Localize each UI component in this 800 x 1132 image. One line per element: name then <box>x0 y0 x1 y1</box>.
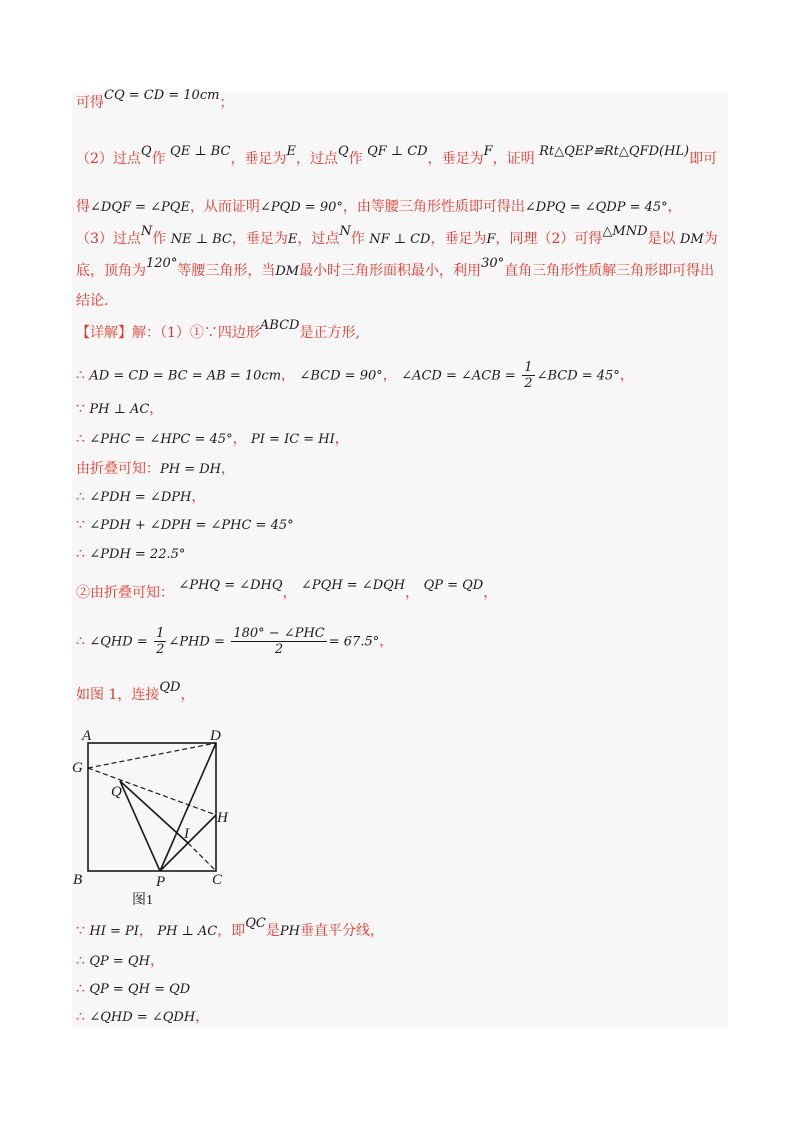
line-19: ∴ QP = QH， <box>76 953 164 969</box>
segment-qp <box>120 781 160 871</box>
fraction-angle: $\frac{\text{180° − ∠PHC}}{2}$ <box>233 626 325 657</box>
line-14: ∴ ∠PDH = 22.5° <box>76 546 186 562</box>
line-7: 【详解】解：（1）①∵四边形ABCD是正方形, <box>76 318 360 341</box>
line-11: 由折叠可知：PH = DH， <box>76 461 236 477</box>
label-a: A <box>82 728 92 744</box>
line-3: 得∠DQF = ∠PQE，从而证明∠PQD = 90°，由等腰三角形性质即可得出∠DPQ = ∠QDP = 45°， <box>76 199 682 215</box>
label-h: H <box>217 810 228 826</box>
fraction-half: $\frac{1}{2}$ <box>524 360 533 391</box>
line-20: ∴ QP = QH = QD <box>76 981 191 997</box>
line-9: ∵ PH ⊥ AC， <box>76 401 164 417</box>
line-5: 底，顶角为120°等腰三角形，当DM最小时三角形面积最小，利用30°直角三角形性质解三角形即可得出 <box>76 256 715 279</box>
segment-qi <box>120 781 188 843</box>
segment-pd <box>160 743 216 871</box>
label-p: P <box>156 874 166 890</box>
line-18: ∵ HI = PI， PH ⊥ AC，即QC是PH垂直平分线， <box>76 916 384 939</box>
label-q: Q <box>111 784 122 800</box>
geometry-figure <box>70 726 240 908</box>
figure-caption: 图1 <box>132 893 153 908</box>
label-b: B <box>73 872 83 888</box>
label-i: I <box>184 826 189 842</box>
line-4: （3）过点N作 NE ⊥ BC，垂足为E，过点N作 NF ⊥ CD，垂足为F，同理（2）可得△MND是以 DM为 <box>76 224 718 247</box>
fraction-half: $\frac{1}{2}$ <box>156 626 165 657</box>
segment-gh-dashed <box>88 768 216 815</box>
label-d: D <box>210 728 221 744</box>
line-6: 结论. <box>76 293 109 309</box>
line-13: ∵ ∠PDH + ∠DPH = ∠PHC = 45° <box>76 517 294 533</box>
segment-gd-dashed <box>88 743 216 768</box>
line-15: ②由折叠可知： ∠PHQ = ∠DHQ， ∠PQH = ∠DQH， QP = QD， <box>76 578 498 601</box>
line-1: 可得CQ = CD = 10cm； <box>76 88 234 111</box>
label-c: C <box>212 872 223 888</box>
line-8: ∴ AD = CD = BC = AB = 10cm， ∠BCD = 90°， ∠ACD = ∠ACB = $\frac{1}{2}$ ∠BCD = 45°， <box>76 360 634 391</box>
line-12: ∴ ∠PDH = ∠DPH， <box>76 489 206 505</box>
line-2: （2）过点Q作 QE ⊥ BC，垂足为E，过点Q作 QF ⊥ CD，垂足为F，证明 Rt△QEP≌Rt△QFD(HL)即可 <box>76 144 718 167</box>
line-16: ∴ ∠QHD = $\frac{1}{2}$ ∠PHD = $\frac{\text{180° − ∠PHC}}{2}$ = 67.5°， <box>76 626 394 657</box>
line-17: 如图 1，连接QD， <box>76 680 195 703</box>
segment-ic-dashed <box>188 843 216 871</box>
label-g: G <box>72 760 83 776</box>
line-10: ∴ ∠PHC = ∠HPC = 45°， PI = IC = HI， <box>76 431 349 447</box>
line-21: ∴ ∠QHD = ∠QDH， <box>76 1009 210 1025</box>
